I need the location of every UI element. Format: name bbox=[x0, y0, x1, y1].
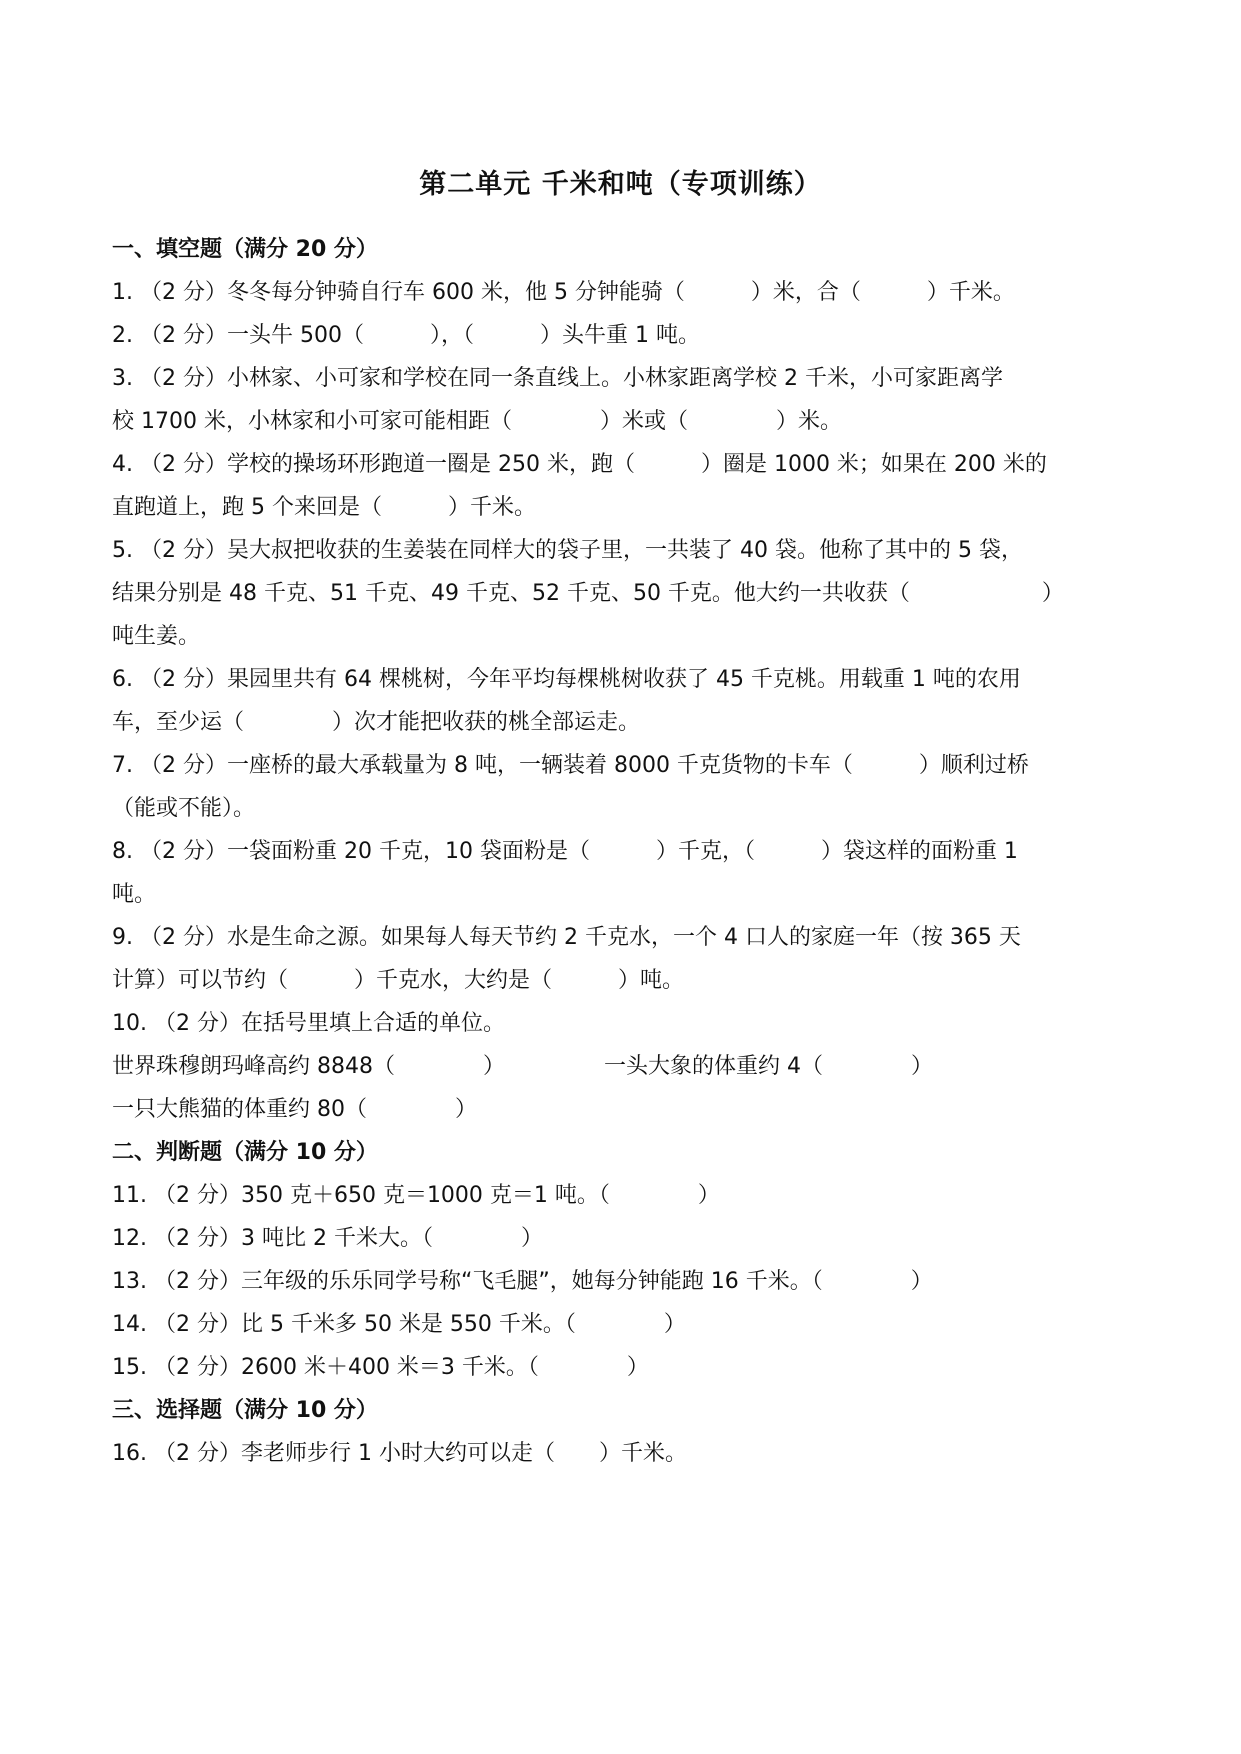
question-15: 15. （2 分）2600 米＋400 米＝3 千米。（ ） bbox=[112, 1355, 649, 1380]
question-7-line-1: 7. （2 分）一座桥的最大承载量为 8 吨，一辆装着 8000 千克货物的卡车（ ）顺利过桥 bbox=[112, 753, 1029, 778]
question-7-line-2: （能或不能）。 bbox=[112, 796, 256, 821]
question-8-line-1: 8. （2 分）一袋面粉重 20 千克，10 袋面粉是（ ）千克，（ ）袋这样的面粉重 1 bbox=[112, 839, 1018, 864]
question-5-line-3: 吨生姜。 bbox=[112, 624, 201, 649]
section-heading-fill-in: 一、填空题（满分 20 分） bbox=[112, 237, 378, 262]
question-11: 11. （2 分）350 克＋650 克＝1000 克＝1 吨。（ ） bbox=[112, 1183, 720, 1208]
question-10-items-row-2: 一只大熊猫的体重约 80（ ） bbox=[112, 1097, 477, 1122]
section-heading-true-false: 二、判断题（满分 10 分） bbox=[112, 1140, 378, 1165]
question-9-line-2: 计算）可以节约（ ）千克水，大约是（ ）吨。 bbox=[112, 968, 685, 993]
question-5-line-2: 结果分别是 48 千克、51 千克、49 千克、52 千克、50 千克。他大约一共收获（ ） bbox=[112, 581, 1064, 606]
question-3-line-2: 校 1700 米，小林家和小可家可能相距（ ）米或（ ）米。 bbox=[112, 409, 842, 434]
question-5-line-1: 5. （2 分）吴大叔把收获的生姜装在同样大的袋子里，一共装了 40 袋。他称了其中的 5 袋， bbox=[112, 538, 1023, 563]
question-6-line-2: 车，至少运（ ）次才能把收获的桃全部运走。 bbox=[112, 710, 641, 735]
question-4-line-1: 4. （2 分）学校的操场环形跑道一圈是 250 米，跑（ ）圈是 1000 米；如果在 200 米的 bbox=[112, 452, 1047, 477]
question-1: 1. （2 分）冬冬每分钟骑自行车 600 米，他 5 分钟能骑（ ）米，合（ ）千米。 bbox=[112, 280, 1015, 305]
question-16: 16. （2 分）李老师步行 1 小时大约可以走（ ）千米。 bbox=[112, 1441, 687, 1466]
page-title: 第二单元 千米和吨（专项训练） bbox=[419, 169, 822, 200]
question-3-line-1: 3. （2 分）小林家、小可家和学校在同一条直线上。小林家距离学校 2 千米，小可家距离学 bbox=[112, 366, 1003, 391]
question-9-line-1: 9. （2 分）水是生命之源。如果每人每天节约 2 千克水，一个 4 口人的家庭一年（按 365 天 bbox=[112, 925, 1021, 950]
question-10-items-row-1: 世界珠穆朗玛峰高约 8848（ ） 一头大象的体重约 4（ ） bbox=[112, 1054, 933, 1079]
question-2: 2. （2 分）一头牛 500（ ），（ ）头牛重 1 吨。 bbox=[112, 323, 700, 348]
question-14: 14. （2 分）比 5 千米多 50 米是 550 千米。（ ） bbox=[112, 1312, 686, 1337]
question-13: 13. （2 分）三年级的乐乐同学号称“飞毛腿”，她每分钟能跑 16 千米。（ ） bbox=[112, 1269, 933, 1294]
question-8-line-2: 吨。 bbox=[112, 882, 157, 907]
section-heading-multiple-choice: 三、选择题（满分 10 分） bbox=[112, 1398, 378, 1423]
question-10: 10. （2 分）在括号里填上合适的单位。 bbox=[112, 1011, 505, 1036]
question-12: 12. （2 分）3 吨比 2 千米大。（ ） bbox=[112, 1226, 543, 1251]
question-6-line-1: 6. （2 分）果园里共有 64 棵桃树，今年平均每棵桃树收获了 45 千克桃。用载重 1 吨的农用 bbox=[112, 667, 1021, 692]
question-4-line-2: 直跑道上，跑 5 个来回是（ ）千米。 bbox=[112, 495, 536, 520]
